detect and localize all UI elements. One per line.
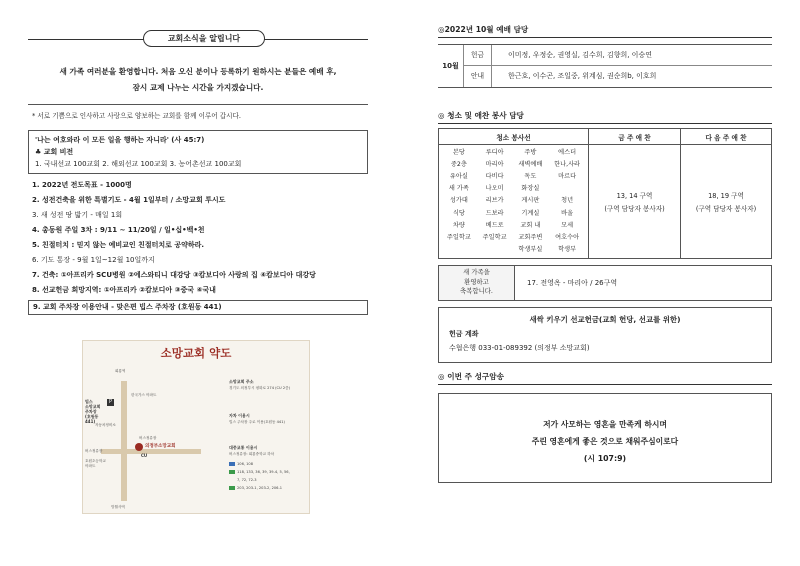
- address-title: 소망교회 주소: [229, 379, 254, 384]
- row-key: 헌금: [464, 45, 492, 66]
- service-cell: [439, 145, 589, 259]
- bus-line-4: [229, 486, 282, 491]
- new-family-value: 17. 전영옥 - 마리아 / 26구역: [527, 279, 618, 287]
- bus-green-icon: [229, 486, 235, 490]
- bus-numbers: 106, 108: [237, 462, 254, 466]
- notice-item: 8. 선교헌금 희망지역: ①아프리카 ②캄보디아 ③중국 ④국내: [32, 286, 216, 294]
- greeting-text: * 서로 기쁨으로 인사하고 사랑으로 양보하는 교회를 함께 이루어 갑시다.: [32, 112, 241, 120]
- vision-title: ♣ 교회 비전: [35, 148, 74, 156]
- worship-heading: ◎2022년 10월 예배 담당: [438, 24, 772, 38]
- notice-item: 4. 총동원 주일 3차 : 9/11 ~ 11/20일 / 일•십•백•천: [32, 226, 205, 234]
- this-week-cell: [589, 145, 681, 259]
- bus-line-3: 7, 72, 72-3: [237, 478, 257, 482]
- map-cu-label: CU: [141, 453, 148, 458]
- next-week-note: (구역 담당자 봉사자): [695, 205, 757, 213]
- notice-item: 7. 건축: ①아프리카 SCU병원 ②에스와티니 대강당 ③캄보디아 사랑의 집 ④캄보디아 대강당: [32, 271, 316, 279]
- parking-notice: 9. 교회 주차장 이용안내 - 맞은편 빕스 주차장 (호원동 441): [28, 300, 368, 315]
- news-header: [28, 30, 368, 48]
- th-service: 청소 봉사선: [439, 129, 589, 145]
- row-value: 이미정, 우정순, 권영실, 김수희, 김향희, 이승연: [508, 51, 652, 59]
- welcome-line-2: 잠시 교제 나누는 시간을 가지겠습니다.: [132, 83, 264, 92]
- notice-item: 6. 기도 통장 - 9월 1일~12월 10일까지: [32, 256, 155, 264]
- map-church-label: 의정부소망교회: [145, 444, 176, 449]
- new-family-box: [438, 265, 772, 301]
- map-north-label: 회룡역: [115, 369, 126, 373]
- mission-account: 수협은행 033-01-089392 (의정부 소망교회): [449, 344, 590, 352]
- worship-row-guide: [464, 66, 772, 87]
- service-col: 주방 새벽예배 독도 화장실 게시판 기계실 교회 내 교회주변 학생부실: [518, 148, 543, 254]
- bus-green-icon: [229, 470, 235, 474]
- bus-line-1: [229, 462, 253, 467]
- verse-box: [438, 393, 772, 483]
- notice-list: [28, 178, 368, 298]
- car-title: 자차 이용시: [229, 413, 250, 418]
- notice-item: 1. 2022년 전도목표 - 1000명: [32, 181, 132, 189]
- road-horizontal: [101, 449, 201, 454]
- car-text: 빕스 주차장 주로 이용(호원동 441): [229, 420, 285, 424]
- mission-title: 새싹 키우기 선교헌금(교회 헌당, 선교를 위한): [529, 315, 681, 324]
- welcome-text: [28, 64, 368, 96]
- map-parking-label: 빕스 소망교회 주차장 (호원동 441): [85, 399, 101, 424]
- parking-icon: P: [108, 399, 112, 405]
- vision-items: 1. 국내선교 100교회 2. 해외선교 100교회 3. 농어촌선교 100교회: [35, 160, 242, 168]
- verse-line-1: 저가 사모하는 영혼을 만족케 하시며: [543, 420, 667, 429]
- map-apt2-label: 호원초등학교 아파트: [85, 459, 106, 468]
- notice-item: 2. 성전건축을 위한 특별기도 - 4월 1일부터 / 소망교회 투시도: [32, 196, 226, 204]
- notice-item: 5. 친절터치 : 믿지 않는 예비교인 친절터치로 공약하라.: [32, 241, 205, 249]
- transit-title: 대중교통 이용시: [229, 445, 258, 450]
- left-column: [28, 30, 368, 315]
- verse-heading: ◎ 이번 주 성구암송: [438, 371, 772, 385]
- mission-account-label: 헌금 계좌: [449, 330, 479, 338]
- map-school-label: 자동차정비소: [95, 423, 116, 427]
- next-week-cell: [681, 145, 772, 259]
- mission-box: [438, 307, 772, 363]
- new-family-label: 새 가족을 환영하고 축복합니다.: [439, 266, 515, 300]
- map-title: 소망교회 약도: [160, 346, 232, 360]
- row-key: 안내: [464, 66, 492, 87]
- worship-row-offering: [464, 45, 772, 66]
- service-col: 루디아 마리아 다비다 나오미 리브가 드보라 베드로 주일학교: [482, 148, 507, 241]
- map-apt-label: 한국가스 아파트: [131, 393, 157, 397]
- worship-month: 10월: [438, 45, 464, 87]
- next-week-zone: 18, 19 구역: [708, 192, 744, 200]
- map-south-label: 망월사역: [111, 505, 125, 509]
- verse-ref: (시 107:9): [583, 454, 627, 463]
- worship-table: [438, 44, 772, 88]
- cleaning-table: [438, 128, 772, 259]
- welcome-line-1: 새 가족 여러분을 환영합니다. 처음 오신 분이나 등록하기 원하시는 분들은 예배 후,: [59, 67, 337, 76]
- bus-line-2: [229, 470, 290, 475]
- cleaning-heading: ◎ 청소 및 애찬 봉사 담당: [438, 110, 772, 124]
- this-week-zone: 13, 14 구역: [616, 192, 653, 200]
- verse-line-2: 주린 영혼에게 좋은 것으로 채워주심이로다: [531, 437, 679, 446]
- service-col: 에스더 한나,사라 마르다 청년 바울 모세 여호수아 학생부: [554, 148, 581, 254]
- bus-blue-icon: [229, 462, 235, 466]
- road-vertical: [121, 381, 127, 501]
- vision-box: [28, 130, 368, 174]
- church-pin-icon: [135, 443, 143, 451]
- th-next-week: 다 음 주 애 찬: [681, 129, 772, 145]
- row-value: 한근호, 이수곤, 조일중, 위계심, 권순희b, 이호희: [508, 72, 657, 80]
- service-col: 본당 중2층 유아실 새 가족 성가대 식당 차량 주일학교: [446, 148, 471, 241]
- news-title: 교회소식을 알립니다: [143, 30, 265, 47]
- right-column: [438, 24, 772, 483]
- notice-item: 3. 새 성전 땅 밟기 - 매일 1회: [32, 211, 123, 219]
- map-store-label: 버스정류장: [85, 449, 103, 453]
- this-week-note: (구역 담당자 봉사자): [604, 205, 665, 213]
- address-text: 경기도 의정부시 평화로 274 (CU 2층): [229, 386, 290, 390]
- bus-numbers: 118, 133, 36, 39, 39-4, 5, 56,: [237, 470, 290, 474]
- vision-quote: '나는 여호와라 이 모든 일을 행하는 자니라' (사 45:7): [35, 136, 205, 144]
- map-bus-stop-label: 버스정류장: [139, 436, 157, 440]
- bus-numbers: 203, 203-1, 203-2, 206-1: [237, 486, 283, 490]
- church-map: [82, 340, 310, 514]
- transit-text: 버스정류장: 회룡중학교 하차: [229, 452, 275, 456]
- th-this-week: 금 주 애 찬: [589, 129, 681, 145]
